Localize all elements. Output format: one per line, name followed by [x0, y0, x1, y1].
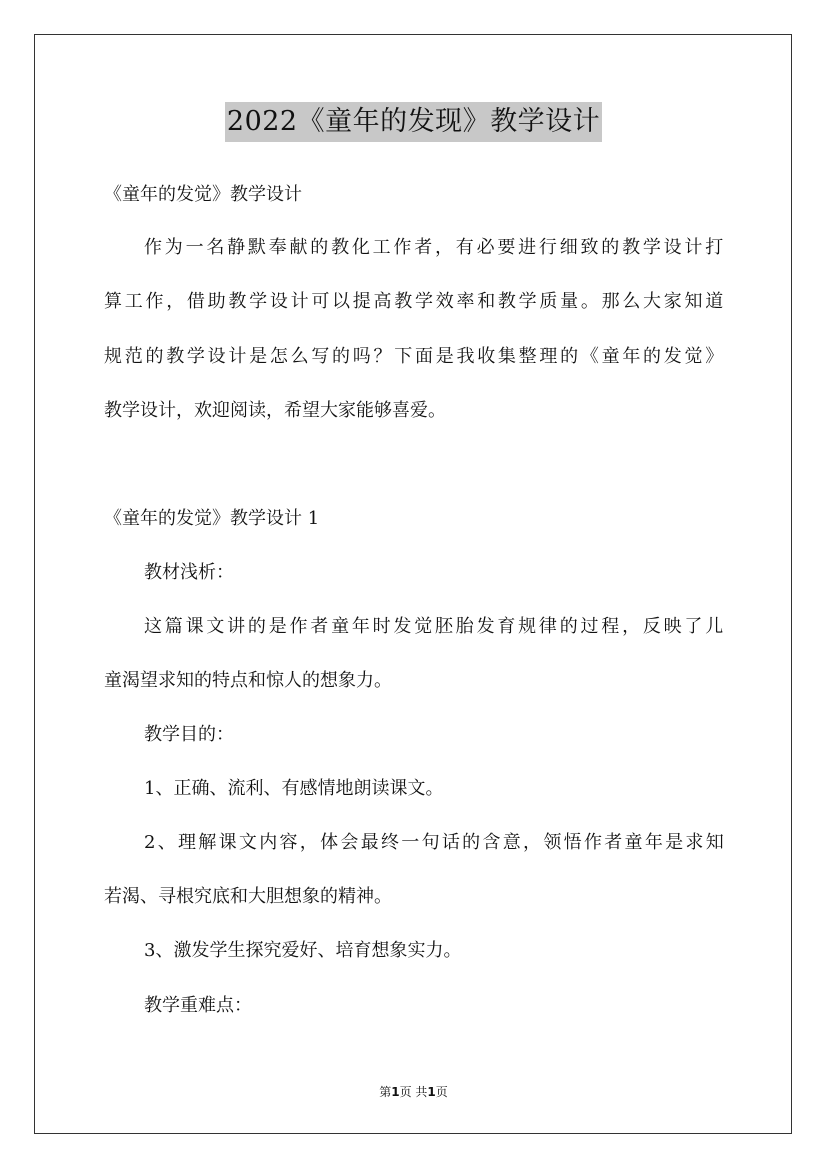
document-title: 2022《童年的发现》教学设计: [225, 102, 602, 142]
goal-1: 1、正确、流利、有感情地朗读课文。: [144, 778, 444, 799]
goal-2-line-2: 若渴、寻根究底和大胆想象的精神。: [104, 886, 392, 907]
footer-current-page: 1: [391, 1085, 400, 1099]
materials-line-1: 这篇课文讲的是作者童年时发觉胚胎发育规律的过程，反映了儿: [144, 616, 726, 637]
intro-line-2: 算工作，借助教学设计可以提高教学效率和教学质量。那么大家知道: [104, 291, 726, 312]
subtitle: 《童年的发觉》教学设计: [104, 184, 302, 205]
goals-heading: 教学目的：: [144, 724, 234, 745]
footer-total-pages: 1: [427, 1085, 436, 1099]
page-footer: [0, 1084, 827, 1100]
intro-line-4: 教学设计，欢迎阅读，希望大家能够喜爱。: [104, 400, 446, 421]
footer-page-prefix: 第: [379, 1085, 392, 1099]
title-container: [0, 102, 827, 142]
footer-page-mid: 页 共: [399, 1085, 428, 1099]
materials-heading: 教材浅析：: [144, 562, 234, 583]
footer-page-suffix: 页: [435, 1085, 448, 1099]
intro-line-3: 规范的教学设计是怎么写的吗？下面是我收集整理的《童年的发觉》: [104, 346, 726, 367]
goal-2-line-1: 2、理解课文内容，体会最终一句话的含意，领悟作者童年是求知: [144, 832, 726, 853]
section1-heading: 《童年的发觉》教学设计 1: [104, 508, 320, 529]
materials-line-2: 童渴望求知的特点和惊人的想象力。: [104, 670, 392, 691]
intro-line-1: 作为一名静默奉献的教化工作者，有必要进行细致的教学设计打: [144, 237, 726, 258]
key-points-heading: 教学重难点：: [144, 995, 252, 1016]
goal-3: 3、激发学生探究爱好、培育想象实力。: [144, 940, 462, 961]
